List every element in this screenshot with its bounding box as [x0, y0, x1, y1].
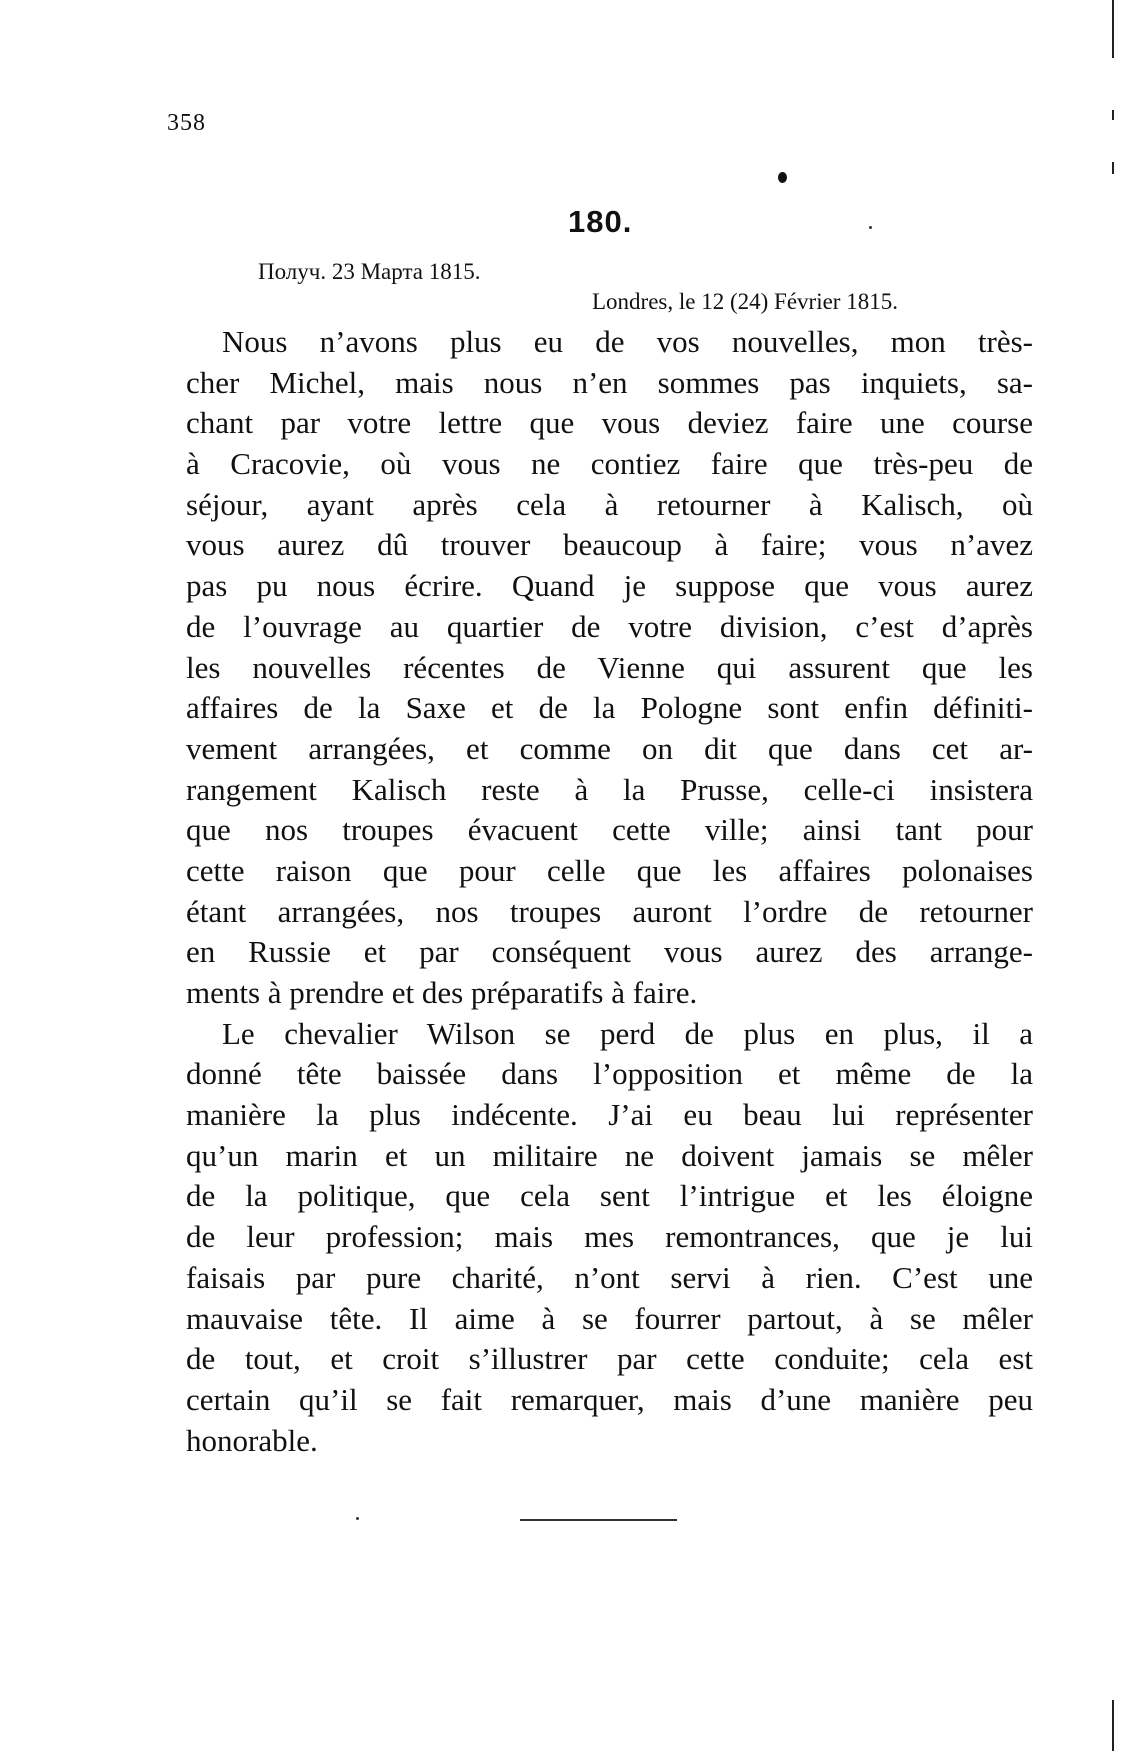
text-line: affaires de la Saxe et de la Pologne sont enfin définiti-: [186, 690, 1033, 726]
ink-dot: [778, 172, 787, 183]
text-line: étant arrangées, nos troupes auront l’ordre de retourner: [186, 893, 1033, 929]
text-line: manière la plus indécente. J’ai eu beau lui représenter: [186, 1097, 1033, 1133]
text-line: en Russie et par conséquent vous aurez des arrange-: [186, 934, 1033, 970]
text-line: honorable.: [186, 1422, 318, 1458]
page-edge-mark-lower: [1112, 162, 1114, 174]
page-edge-mark-top: [1112, 0, 1114, 58]
text-line: vous aurez dû trouver beaucoup à faire; vous n’avez: [186, 527, 1033, 563]
letter-number: 180.: [568, 204, 633, 239]
text-line: rangement Kalisch reste à la Prusse, celle-ci insistera: [186, 771, 1033, 807]
end-rule: [520, 1519, 677, 1521]
text-line: Le chevalier Wilson se perd de plus en plus, il a: [222, 1015, 1033, 1051]
text-line: que nos troupes évacuent cette ville; ainsi tant pour: [186, 812, 1033, 848]
text-line: Nous n’avons plus eu de vos nouvelles, mon très-: [222, 324, 1033, 359]
page-edge-mark-middle: [1112, 110, 1114, 120]
place-date: Londres, le 12 (24) Février 1815.: [592, 289, 898, 314]
text-line: faisais par pure charité, n’ont servi à rien. C’est une: [186, 1259, 1033, 1295]
text-line: ments à prendre et des préparatifs à faire.: [186, 975, 698, 1010]
text-line: de leur profession; mais mes remontrances, que je lui: [186, 1219, 1033, 1255]
text-line: à Cracovie, où vous ne contiez faire que très-peu de: [186, 446, 1033, 482]
text-line: certain qu’il se fait remarquer, mais d’une manière peu: [186, 1381, 1033, 1417]
text-line: vement arrangées, et comme on dit que dans cet ar-: [186, 730, 1033, 766]
speck-right: [869, 226, 872, 229]
text-line: chant par votre lettre que vous deviez faire une course: [186, 405, 1033, 441]
page-number: 358: [167, 110, 206, 136]
received-date: Получ. 23 Марта 1815.: [258, 259, 481, 284]
text-line: donné tête baissée dans l’opposition et même de la: [186, 1056, 1033, 1092]
text-line: de la politique, que cela sent l’intrigue et les éloigne: [186, 1178, 1033, 1214]
text-line: séjour, ayant après cela à retourner à Kalisch, où: [186, 486, 1033, 522]
text-line: de l’ouvrage au quartier de votre division, c’est d’après: [186, 608, 1033, 644]
text-line: cette raison que pour celle que les affaires polonaises: [186, 852, 1033, 888]
text-line: de tout, et croit s’illustrer par cette conduite; cela est: [186, 1341, 1033, 1377]
letter-body: [186, 322, 1033, 1461]
text-line: qu’un marin et un militaire ne doivent jamais se mêler: [186, 1137, 1033, 1173]
text-line: les nouvelles récentes de Vienne qui assurent que les: [186, 649, 1033, 685]
speck-left: [356, 1517, 359, 1520]
page-edge-mark-bottom: [1112, 1700, 1114, 1751]
text-line: cher Michel, mais nous n’en sommes pas inquiets, sa-: [186, 364, 1033, 400]
text-line: mauvaise tête. Il aime à se fourrer partout, à se mêler: [186, 1300, 1033, 1336]
text-line: pas pu nous écrire. Quand je suppose que vous aurez: [186, 568, 1033, 604]
